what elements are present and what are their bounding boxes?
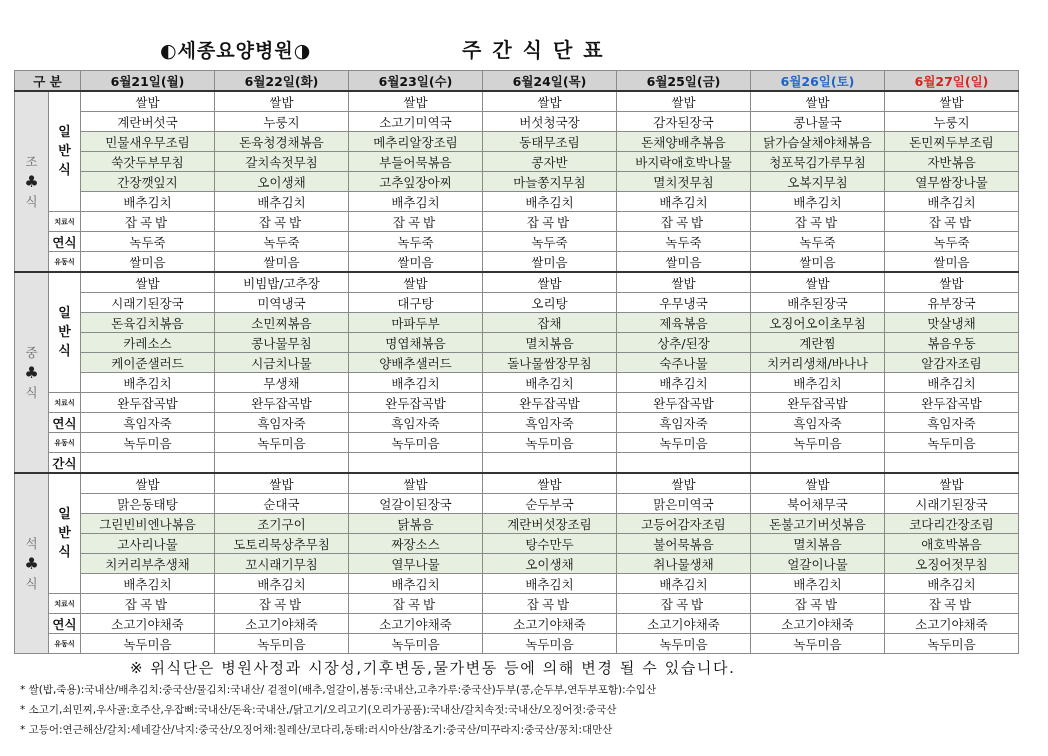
menu-cell: 우무냉국 bbox=[617, 293, 751, 313]
menu-cell: 유부장국 bbox=[885, 293, 1019, 313]
lunch-row bbox=[15, 272, 1019, 293]
liquid-label: 유동식 bbox=[49, 433, 81, 453]
soft-cell: 흑임자죽 bbox=[751, 413, 885, 433]
menu-cell: 쑥갓두부무침 bbox=[81, 152, 215, 172]
menu-cell: 상추/된장 bbox=[617, 333, 751, 353]
menu-cell: 메추리알장조림 bbox=[349, 132, 483, 152]
diet-cell: 잡곡밥 bbox=[751, 594, 885, 614]
breakfast-liquid-row bbox=[15, 252, 1019, 273]
menu-cell: 닭볶음 bbox=[349, 514, 483, 534]
breakfast-row bbox=[15, 172, 1019, 192]
menu-cell: 볶음우동 bbox=[885, 333, 1019, 353]
lunch-row bbox=[15, 313, 1019, 333]
menu-cell: 쌀밥 bbox=[349, 272, 483, 293]
menu-cell: 동태무조림 bbox=[483, 132, 617, 152]
dinner-row bbox=[15, 514, 1019, 534]
breakfast-row bbox=[15, 192, 1019, 212]
snack-cell bbox=[885, 453, 1019, 474]
general-label-char: 식 bbox=[58, 344, 71, 359]
meal-name-top: 조 bbox=[25, 153, 38, 169]
soft-cell: 소고기야채죽 bbox=[751, 614, 885, 634]
menu-cell: 얼갈이된장국 bbox=[349, 494, 483, 514]
menu-cell: 배추김치 bbox=[81, 192, 215, 212]
menu-cell: 오리탕 bbox=[483, 293, 617, 313]
soft-cell: 녹두죽 bbox=[617, 232, 751, 252]
soft-cell: 녹두죽 bbox=[215, 232, 349, 252]
club-icon: ♣ bbox=[24, 171, 39, 191]
menu-cell: 청포묵김가루무침 bbox=[751, 152, 885, 172]
meal-name-top: 중 bbox=[25, 344, 38, 360]
menu-cell: 오이생채 bbox=[483, 554, 617, 574]
diet-cell: 완두잡곡밥 bbox=[751, 393, 885, 413]
dinner-diet-row bbox=[15, 594, 1019, 614]
menu-cell: 오복지무침 bbox=[751, 172, 885, 192]
soft-cell: 녹두죽 bbox=[885, 232, 1019, 252]
menu-cell: 대구탕 bbox=[349, 293, 483, 313]
menu-cell: 마파두부 bbox=[349, 313, 483, 333]
diet-cell: 잡곡밥 bbox=[483, 212, 617, 232]
snack-label: 간식 bbox=[49, 453, 81, 474]
day-header: 6월26일(토) bbox=[751, 71, 885, 92]
page-title: 주간식단표 bbox=[462, 38, 614, 62]
menu-cell: 코다리간장조림 bbox=[885, 514, 1019, 534]
diet-cell: 잡곡밥 bbox=[215, 212, 349, 232]
liquid-cell: 쌀미음 bbox=[483, 252, 617, 273]
menu-cell: 부들어묵볶음 bbox=[349, 152, 483, 172]
liquid-cell: 녹두미음 bbox=[617, 433, 751, 453]
menu-cell: 맑은동태탕 bbox=[81, 494, 215, 514]
breakfast-meal-label bbox=[15, 91, 49, 272]
diet-cell: 잡곡밥 bbox=[81, 212, 215, 232]
liquid-cell: 녹두미음 bbox=[81, 433, 215, 453]
menu-cell: 케이준샐러드 bbox=[81, 353, 215, 373]
origin-note-meat: * 소고기,쇠민찌,우사골:호주산,우잡뼈:국내산/돈육:국내산,/닭고기/오리고기(오리가공품):국내산/갈치속젓:국내산/오징어젓:중국산 bbox=[20, 704, 617, 716]
menu-cell: 쌀밥 bbox=[885, 272, 1019, 293]
menu-cell: 배추김치 bbox=[751, 574, 885, 594]
menu-cell: 숙주나물 bbox=[617, 353, 751, 373]
menu-cell: 순두부국 bbox=[483, 494, 617, 514]
menu-cell: 돈불고기버섯볶음 bbox=[751, 514, 885, 534]
breakfast-row bbox=[15, 112, 1019, 132]
menu-cell: 배추김치 bbox=[483, 192, 617, 212]
menu-cell: 고사리나물 bbox=[81, 534, 215, 554]
menu-cell: 닭가슴살채야채볶음 bbox=[751, 132, 885, 152]
soft-cell: 소고기야채죽 bbox=[483, 614, 617, 634]
menu-cell: 쌀밥 bbox=[885, 473, 1019, 494]
menu-cell: 불어묵볶음 bbox=[617, 534, 751, 554]
menu-cell: 오이생채 bbox=[215, 172, 349, 192]
day-header: 6월22일(화) bbox=[215, 71, 349, 92]
menu-cell: 계란버섯국 bbox=[81, 112, 215, 132]
soft-cell: 흑임자죽 bbox=[81, 413, 215, 433]
menu-cell: 배추김치 bbox=[349, 192, 483, 212]
menu-cell: 치커리부추생채 bbox=[81, 554, 215, 574]
menu-cell: 탕수만두 bbox=[483, 534, 617, 554]
general-label-char: 일 bbox=[58, 306, 71, 321]
menu-cell: 알감자조림 bbox=[885, 353, 1019, 373]
snack-cell bbox=[349, 453, 483, 474]
menu-cell: 민물새우무조림 bbox=[81, 132, 215, 152]
meal-name-bottom: 식 bbox=[25, 193, 38, 209]
menu-cell: 돈민찌두부조림 bbox=[885, 132, 1019, 152]
dinner-liquid-row bbox=[15, 634, 1019, 654]
liquid-cell: 녹두미음 bbox=[349, 433, 483, 453]
menu-cell: 쌀밥 bbox=[751, 473, 885, 494]
dinner-general-label bbox=[49, 473, 81, 594]
menu-cell: 배추김치 bbox=[483, 574, 617, 594]
lunch-row bbox=[15, 353, 1019, 373]
menu-cell: 마늘쫑지무침 bbox=[483, 172, 617, 192]
diet-cell: 완두잡곡밥 bbox=[483, 393, 617, 413]
soft-cell: 소고기야채죽 bbox=[349, 614, 483, 634]
day-header: 6월25일(금) bbox=[617, 71, 751, 92]
menu-cell: 쌀밥 bbox=[751, 91, 885, 112]
dinner-row bbox=[15, 534, 1019, 554]
menu-cell: 누룽지 bbox=[885, 112, 1019, 132]
menu-cell: 애호박볶음 bbox=[885, 534, 1019, 554]
liquid-cell: 쌀미음 bbox=[885, 252, 1019, 273]
general-label-char: 일 bbox=[58, 507, 71, 522]
general-label-char: 일 bbox=[58, 125, 71, 140]
snack-cell bbox=[751, 453, 885, 474]
weekly-menu-table bbox=[14, 70, 1019, 654]
club-icon: ♣ bbox=[24, 362, 39, 382]
snack-cell bbox=[215, 453, 349, 474]
menu-cell: 버섯청국장 bbox=[483, 112, 617, 132]
menu-cell: 맛살냉채 bbox=[885, 313, 1019, 333]
diet-cell: 잡곡밥 bbox=[349, 212, 483, 232]
general-label-char: 반 bbox=[58, 144, 71, 159]
menu-cell: 갈치속젓무침 bbox=[215, 152, 349, 172]
liquid-cell: 쌀미음 bbox=[751, 252, 885, 273]
menu-cell: 돈육김치볶음 bbox=[81, 313, 215, 333]
menu-cell: 배추김치 bbox=[215, 192, 349, 212]
meal-name-bottom: 식 bbox=[25, 575, 38, 591]
breakfast-row bbox=[15, 132, 1019, 152]
menu-cell: 소고기미역국 bbox=[349, 112, 483, 132]
diet-label: 치료식 bbox=[49, 594, 81, 614]
liquid-cell: 쌀미음 bbox=[349, 252, 483, 273]
menu-cell: 배추김치 bbox=[81, 373, 215, 393]
origin-note-fish: * 고등어:연근해산/갈치:세네갈산/낙지:중국산/오징어채:칠레산/코다리,동태:러시아산/참조기:중국산/미꾸라지:중국산/꽁치:대만산 bbox=[20, 724, 613, 736]
diet-label: 치료식 bbox=[49, 393, 81, 413]
menu-cell: 얼갈이나물 bbox=[751, 554, 885, 574]
diet-cell: 잡곡밥 bbox=[215, 594, 349, 614]
menu-cell: 시금치나물 bbox=[215, 353, 349, 373]
menu-cell: 도토리묵상추무침 bbox=[215, 534, 349, 554]
soft-cell: 흑임자죽 bbox=[885, 413, 1019, 433]
soft-cell: 녹두죽 bbox=[81, 232, 215, 252]
menu-cell: 쌀밥 bbox=[349, 473, 483, 494]
soft-cell: 흑임자죽 bbox=[617, 413, 751, 433]
lunch-row bbox=[15, 293, 1019, 313]
menu-cell: 명엽채볶음 bbox=[349, 333, 483, 353]
snack-cell bbox=[81, 453, 215, 474]
snack-cell bbox=[617, 453, 751, 474]
soft-label: 연식 bbox=[49, 614, 81, 634]
diet-cell: 잡곡밥 bbox=[617, 212, 751, 232]
liquid-cell: 녹두미음 bbox=[215, 433, 349, 453]
menu-cell: 배추김치 bbox=[617, 373, 751, 393]
diet-cell: 완두잡곡밥 bbox=[617, 393, 751, 413]
diet-cell: 완두잡곡밥 bbox=[885, 393, 1019, 413]
menu-cell: 카레소스 bbox=[81, 333, 215, 353]
soft-cell: 흑임자죽 bbox=[349, 413, 483, 433]
liquid-label: 유동식 bbox=[49, 634, 81, 654]
dinner-row bbox=[15, 554, 1019, 574]
lunch-row bbox=[15, 373, 1019, 393]
soft-cell: 녹두죽 bbox=[349, 232, 483, 252]
menu-cell: 조기구이 bbox=[215, 514, 349, 534]
general-label-char: 식 bbox=[58, 545, 71, 560]
lunch-general-label bbox=[49, 272, 81, 393]
general-label-char: 반 bbox=[58, 325, 71, 340]
menu-cell: 쌀밥 bbox=[885, 91, 1019, 112]
menu-cell: 꼬시래기무침 bbox=[215, 554, 349, 574]
club-icon: ♣ bbox=[24, 553, 39, 573]
hospital-name: ◐세종요양병원◑ bbox=[160, 40, 312, 62]
menu-cell: 배추김치 bbox=[885, 574, 1019, 594]
diet-cell: 잡곡밥 bbox=[885, 594, 1019, 614]
liquid-cell: 쌀미음 bbox=[215, 252, 349, 273]
menu-cell: 쌀밥 bbox=[483, 473, 617, 494]
menu-cell: 계란찜 bbox=[751, 333, 885, 353]
menu-cell: 배추김치 bbox=[349, 574, 483, 594]
menu-cell: 쌀밥 bbox=[349, 91, 483, 112]
diet-cell: 잡곡밥 bbox=[81, 594, 215, 614]
breakfast-diet-row bbox=[15, 212, 1019, 232]
liquid-cell: 녹두미음 bbox=[885, 634, 1019, 654]
page-header bbox=[0, 0, 1048, 68]
liquid-cell: 녹두미음 bbox=[885, 433, 1019, 453]
menu-cell: 쌀밥 bbox=[81, 91, 215, 112]
dinner-row bbox=[15, 494, 1019, 514]
day-header: 6월24일(목) bbox=[483, 71, 617, 92]
day-header: 6월27일(일) bbox=[885, 71, 1019, 92]
soft-cell: 소고기야채죽 bbox=[81, 614, 215, 634]
menu-cell: 그린빈비엔나볶음 bbox=[81, 514, 215, 534]
liquid-label: 유동식 bbox=[49, 252, 81, 273]
lunch-meal-label bbox=[15, 272, 49, 473]
liquid-cell: 녹두미음 bbox=[751, 634, 885, 654]
category-header: 구 분 bbox=[15, 71, 81, 92]
menu-cell: 돌나물쌈장무침 bbox=[483, 353, 617, 373]
origin-note-rice-kimchi: * 쌀(밥,죽용):국내산/배추김치:중국산/물김치:국내산/ 겉절이(배추,얼갈이,봄동:국내산,고추가루:중국산)두부(콩,순두부,연두부포함):수입산 bbox=[20, 684, 657, 696]
menu-cell: 미역냉국 bbox=[215, 293, 349, 313]
soft-cell: 소고기야채죽 bbox=[885, 614, 1019, 634]
menu-cell: 오징어젓무침 bbox=[885, 554, 1019, 574]
menu-cell: 맑은미역국 bbox=[617, 494, 751, 514]
diet-cell: 완두잡곡밥 bbox=[81, 393, 215, 413]
menu-cell: 배추김치 bbox=[617, 192, 751, 212]
soft-cell: 소고기야채죽 bbox=[215, 614, 349, 634]
breakfast-general-label bbox=[49, 91, 81, 212]
soft-label: 연식 bbox=[49, 413, 81, 433]
menu-cell: 쌀밥 bbox=[751, 272, 885, 293]
menu-cell: 누룽지 bbox=[215, 112, 349, 132]
menu-cell: 자반볶음 bbox=[885, 152, 1019, 172]
menu-cell: 돈육청경채볶음 bbox=[215, 132, 349, 152]
menu-cell: 쌀밥 bbox=[617, 91, 751, 112]
breakfast-soft-row bbox=[15, 232, 1019, 252]
menu-cell: 치커리생채/바나나 bbox=[751, 353, 885, 373]
menu-cell: 잡채 bbox=[483, 313, 617, 333]
menu-cell: 배추된장국 bbox=[751, 293, 885, 313]
menu-cell: 콩자반 bbox=[483, 152, 617, 172]
menu-cell: 바지락애호박나물 bbox=[617, 152, 751, 172]
menu-cell: 쌀밥 bbox=[215, 473, 349, 494]
menu-cell: 배추김치 bbox=[751, 373, 885, 393]
menu-cell: 열무나물 bbox=[349, 554, 483, 574]
lunch-soft-row bbox=[15, 413, 1019, 433]
menu-cell: 취나물생채 bbox=[617, 554, 751, 574]
liquid-cell: 녹두미음 bbox=[349, 634, 483, 654]
liquid-cell: 녹두미음 bbox=[483, 634, 617, 654]
menu-cell: 돈채양배추볶음 bbox=[617, 132, 751, 152]
lunch-diet-row bbox=[15, 393, 1019, 413]
menu-cell: 멸치볶음 bbox=[751, 534, 885, 554]
menu-cell: 쌀밥 bbox=[483, 272, 617, 293]
menu-cell: 쌀밥 bbox=[617, 473, 751, 494]
menu-cell: 멸치볶음 bbox=[483, 333, 617, 353]
menu-cell: 소민찌볶음 bbox=[215, 313, 349, 333]
menu-cell: 쌀밥 bbox=[483, 91, 617, 112]
general-label-char: 반 bbox=[58, 526, 71, 541]
menu-cell: 쌀밥 bbox=[81, 473, 215, 494]
diet-cell: 완두잡곡밥 bbox=[349, 393, 483, 413]
lunch-liquid-row bbox=[15, 433, 1019, 453]
breakfast-row bbox=[15, 91, 1019, 112]
menu-cell: 콩나물국 bbox=[751, 112, 885, 132]
diet-label: 치료식 bbox=[49, 212, 81, 232]
liquid-cell: 녹두미음 bbox=[483, 433, 617, 453]
soft-cell: 흑임자죽 bbox=[483, 413, 617, 433]
liquid-cell: 녹두미음 bbox=[215, 634, 349, 654]
dinner-row bbox=[15, 574, 1019, 594]
general-label-char: 식 bbox=[58, 163, 71, 178]
lunch-snack-row bbox=[15, 453, 1019, 474]
diet-cell: 잡곡밥 bbox=[483, 594, 617, 614]
menu-cell: 북어채무국 bbox=[751, 494, 885, 514]
meal-name-bottom: 식 bbox=[25, 384, 38, 400]
liquid-cell: 녹두미음 bbox=[81, 634, 215, 654]
menu-cell: 배추김치 bbox=[81, 574, 215, 594]
liquid-cell: 녹두미음 bbox=[617, 634, 751, 654]
menu-cell: 계란버섯장조림 bbox=[483, 514, 617, 534]
soft-cell: 녹두죽 bbox=[751, 232, 885, 252]
menu-cell: 고추잎장아찌 bbox=[349, 172, 483, 192]
dinner-row bbox=[15, 473, 1019, 494]
header-row bbox=[15, 71, 1019, 92]
menu-cell: 간장깻잎지 bbox=[81, 172, 215, 192]
breakfast-row bbox=[15, 152, 1019, 172]
menu-cell: 순대국 bbox=[215, 494, 349, 514]
soft-cell: 소고기야채죽 bbox=[617, 614, 751, 634]
soft-cell: 흑임자죽 bbox=[215, 413, 349, 433]
menu-cell: 쌀밥 bbox=[81, 272, 215, 293]
menu-cell: 쌀밥 bbox=[215, 91, 349, 112]
menu-cell: 고등어감자조림 bbox=[617, 514, 751, 534]
menu-cell: 배추김치 bbox=[885, 373, 1019, 393]
menu-cell: 배추김치 bbox=[349, 373, 483, 393]
meal-name-top: 석 bbox=[25, 535, 38, 551]
menu-cell: 비빔밥/고추장 bbox=[215, 272, 349, 293]
snack-cell bbox=[483, 453, 617, 474]
liquid-cell: 쌀미음 bbox=[617, 252, 751, 273]
menu-cell: 멸치젓무침 bbox=[617, 172, 751, 192]
menu-cell: 배추김치 bbox=[617, 574, 751, 594]
soft-label: 연식 bbox=[49, 232, 81, 252]
menu-cell: 양배추샐러드 bbox=[349, 353, 483, 373]
liquid-cell: 녹두미음 bbox=[751, 433, 885, 453]
menu-cell: 배추김치 bbox=[751, 192, 885, 212]
liquid-cell: 쌀미음 bbox=[81, 252, 215, 273]
menu-cell: 배추김치 bbox=[483, 373, 617, 393]
menu-cell: 감자된장국 bbox=[617, 112, 751, 132]
lunch-row bbox=[15, 333, 1019, 353]
diet-cell: 잡곡밥 bbox=[885, 212, 1019, 232]
menu-cell: 오징어오이초무침 bbox=[751, 313, 885, 333]
diet-cell: 완두잡곡밥 bbox=[215, 393, 349, 413]
dinner-meal-label bbox=[15, 473, 49, 654]
menu-cell: 열무쌈장나물 bbox=[885, 172, 1019, 192]
diet-cell: 잡곡밥 bbox=[349, 594, 483, 614]
menu-cell: 무생채 bbox=[215, 373, 349, 393]
change-notice: ※ 위식단은 병원사정과 시장성,기후변동,물가변동 등에 의해 변경 될 수 있습니다. bbox=[130, 659, 736, 677]
menu-cell: 배추김치 bbox=[885, 192, 1019, 212]
menu-cell: 시래기된장국 bbox=[885, 494, 1019, 514]
diet-cell: 잡곡밥 bbox=[617, 594, 751, 614]
soft-cell: 녹두죽 bbox=[483, 232, 617, 252]
dinner-soft-row bbox=[15, 614, 1019, 634]
diet-cell: 잡곡밥 bbox=[751, 212, 885, 232]
menu-cell: 쌀밥 bbox=[617, 272, 751, 293]
menu-cell: 짜장소스 bbox=[349, 534, 483, 554]
day-header: 6월21일(월) bbox=[81, 71, 215, 92]
day-header: 6월23일(수) bbox=[349, 71, 483, 92]
menu-cell: 콩나물무침 bbox=[215, 333, 349, 353]
menu-cell: 제육볶음 bbox=[617, 313, 751, 333]
menu-cell: 배추김치 bbox=[215, 574, 349, 594]
menu-cell: 시래기된장국 bbox=[81, 293, 215, 313]
